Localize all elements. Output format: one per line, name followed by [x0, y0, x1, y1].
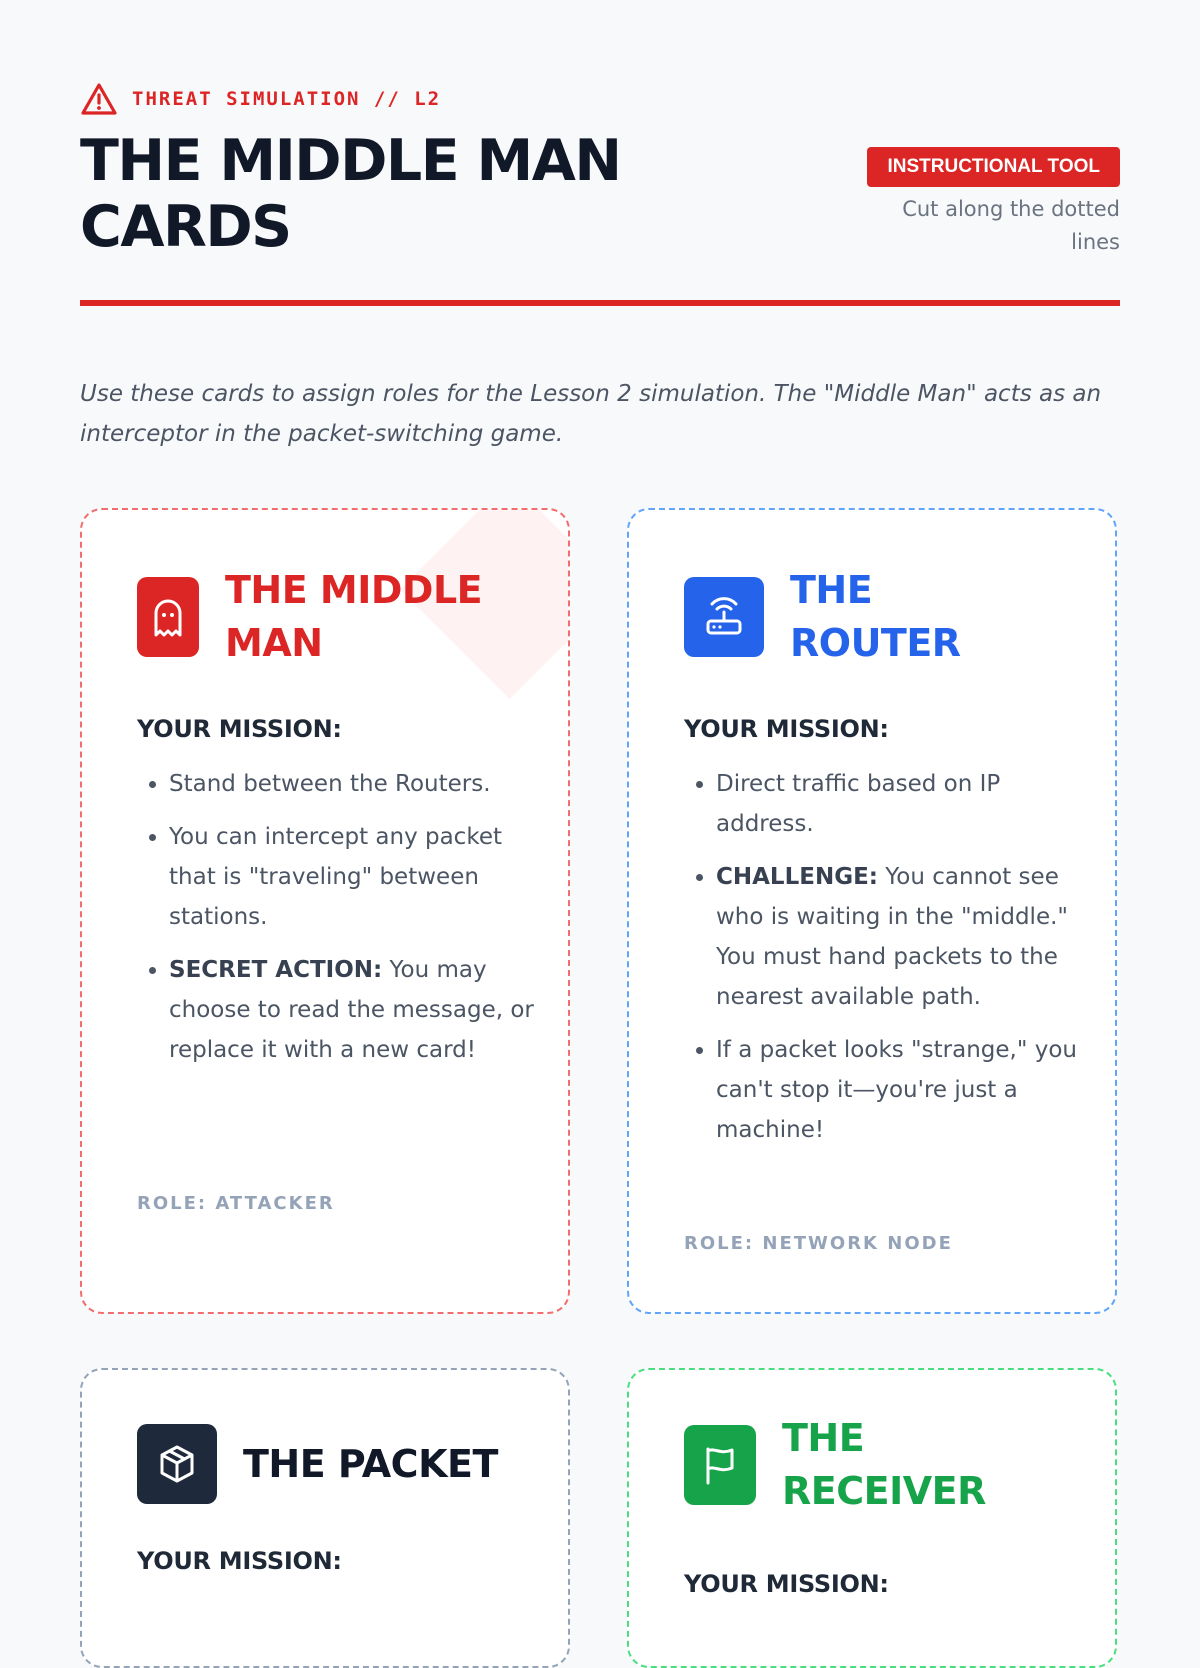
card-middle-man [80, 508, 570, 1314]
card-title-line1: THE [782, 1416, 865, 1460]
list-item: • If a packet looks "strange," you can't stop it—you're just a machine! [716, 1030, 1086, 1150]
card-header [684, 1412, 986, 1518]
page-title: THE MIDDLE MAN CARDS [80, 128, 621, 260]
card-title [225, 564, 482, 670]
list-item: • Direct traffic based on IP address. [716, 764, 1086, 844]
ghost-icon [137, 577, 199, 657]
router-icon [684, 577, 764, 657]
card-title-line2: MAN [225, 621, 323, 665]
card-receiver [627, 1368, 1117, 1668]
card-header [137, 564, 482, 670]
secret-action-label: SECRET ACTION: [169, 957, 383, 983]
mission-list [684, 764, 1086, 1163]
card-header [137, 1424, 498, 1504]
instructional-tool-badge: INSTRUCTIONAL TOOL [867, 147, 1120, 187]
mission-label: YOUR MISSION: [137, 715, 342, 743]
cut-note: Cut along the dotted lines [902, 197, 1120, 254]
intro-text: Use these cards to assign roles for the Lesson 2 simulation. The "Middle Man" acts as an interceptor in the packet-switching game. [80, 381, 1102, 447]
card-title: THE PACKET [243, 1441, 498, 1486]
card-title-line2: ROUTER [790, 621, 961, 665]
header-divider [80, 300, 1120, 306]
card-packet [80, 1368, 570, 1668]
mission-label: YOUR MISSION: [684, 715, 889, 743]
card-title-line1: THE [790, 568, 873, 612]
card-title [782, 1412, 986, 1518]
role-label: ROLE: NETWORK NODE [684, 1233, 953, 1254]
list-item: • SECRET ACTION: You may choose to read the message, or replace it with a new card! [169, 950, 539, 1070]
role-label: ROLE: ATTACKER [137, 1193, 335, 1214]
mission-label: YOUR MISSION: [137, 1547, 342, 1575]
mission-list [137, 764, 539, 1083]
card-title [790, 564, 961, 670]
card-router [627, 508, 1117, 1314]
flag-icon [684, 1425, 756, 1505]
challenge-label: CHALLENGE: [716, 864, 878, 890]
mission-label: YOUR MISSION: [684, 1570, 889, 1598]
list-item: • You can intercept any packet that is "traveling" between stations. [169, 817, 539, 937]
list-item: • CHALLENGE: You cannot see who is waiting in the "middle." You must hand packets to the nearest available path. [716, 857, 1086, 1017]
warning-triangle-icon [80, 82, 118, 116]
card-title-line2: RECEIVER [782, 1469, 986, 1513]
list-item: • Stand between the Routers. [169, 764, 539, 804]
eyebrow [80, 82, 441, 116]
card-header [684, 564, 961, 670]
box-icon [137, 1424, 217, 1504]
card-title-line1: THE MIDDLE [225, 568, 483, 612]
eyebrow-text: THREAT SIMULATION // L2 [132, 88, 442, 110]
